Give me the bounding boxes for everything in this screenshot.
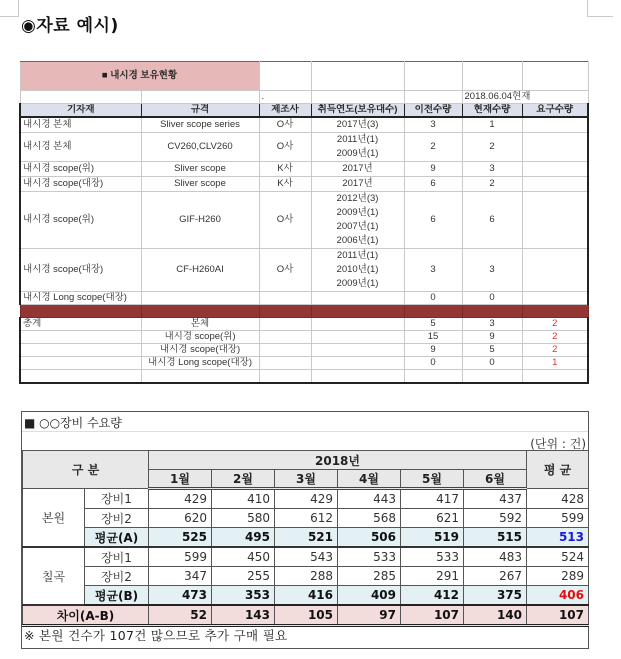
totals-previous: 0	[404, 357, 462, 370]
page-corner-mark-left	[0, 0, 19, 17]
difference-value: 52	[149, 605, 212, 626]
difference-value: 105	[275, 605, 338, 626]
row-average: 524	[527, 547, 589, 567]
acquisition-year: 2009년(1)	[336, 278, 379, 289]
month-value: 533	[338, 547, 401, 567]
col-header: 규격	[141, 104, 259, 118]
previous-qty: 3	[404, 117, 462, 133]
month-value: 417	[401, 489, 464, 509]
previous-qty: 6	[404, 192, 462, 249]
manufacturer: O사	[259, 249, 311, 292]
acquisition-years	[311, 177, 404, 192]
acquisition-years	[311, 249, 404, 292]
month-value: 255	[212, 567, 275, 586]
totals-row	[20, 357, 588, 370]
required-qty	[522, 192, 588, 249]
row-average: 428	[527, 489, 589, 509]
month-value: 621	[401, 509, 464, 528]
totals-previous: 15	[404, 331, 462, 344]
difference-row	[23, 605, 589, 626]
month-value: 620	[149, 509, 212, 528]
inventory-row	[20, 249, 588, 292]
month-header: 5월	[401, 470, 464, 489]
month-value: 543	[275, 547, 338, 567]
group-label: 칠곡	[23, 547, 85, 605]
col-header: 이전수량	[404, 104, 462, 118]
totals-label: 총계	[20, 318, 141, 331]
acquisition-years	[311, 117, 404, 133]
totals-current: 5	[462, 344, 522, 357]
totals-previous: 5	[404, 318, 462, 331]
totals-current: 9	[462, 331, 522, 344]
equipment-name: 내시경 Long scope(대장)	[20, 292, 141, 305]
required-qty	[522, 292, 588, 305]
month-value: 267	[464, 567, 527, 586]
month-value: 533	[401, 547, 464, 567]
totals-label	[20, 331, 141, 344]
totals-category: 내시경 Long scope(대장)	[141, 357, 259, 370]
totals-required: 2	[522, 318, 588, 331]
inventory-row	[20, 292, 588, 305]
totals-current: 0	[462, 357, 522, 370]
acquisition-year: 2011년(1)	[336, 250, 379, 261]
previous-qty: 6	[404, 177, 462, 192]
data-row	[23, 547, 589, 567]
month-value: 519	[401, 528, 464, 548]
required-qty	[522, 177, 588, 192]
month-header: 2월	[212, 470, 275, 489]
inventory-row	[20, 192, 588, 249]
unit-label: (단위 : 건)	[530, 437, 586, 451]
divider	[22, 431, 588, 432]
endoscope-inventory-table	[19, 61, 589, 384]
data-row	[23, 489, 589, 509]
data-row	[23, 567, 589, 586]
totals-current: 3	[462, 318, 522, 331]
previous-qty: 0	[404, 292, 462, 305]
demand-title: ■ ○○장비 수요량	[24, 416, 122, 430]
current-qty: 1	[462, 117, 522, 133]
spec: Sliver scope	[141, 177, 259, 192]
month-value: 495	[212, 528, 275, 548]
current-qty: 6	[462, 192, 522, 249]
month-value: 429	[275, 489, 338, 509]
month-header: 4월	[338, 470, 401, 489]
month-value: 347	[149, 567, 212, 586]
data-row	[23, 509, 589, 528]
current-qty: 0	[462, 292, 522, 305]
acquisition-years	[311, 292, 404, 305]
equipment-demand-table	[22, 450, 589, 627]
totals-label	[20, 344, 141, 357]
spec: CV260,CLV260	[141, 133, 259, 162]
totals-previous: 9	[404, 344, 462, 357]
row-label: 장비2	[85, 509, 149, 528]
average-row	[23, 528, 589, 548]
month-value: 375	[464, 586, 527, 606]
spec: Sliver scope series	[141, 117, 259, 133]
totals-required: 2	[522, 331, 588, 344]
month-value: 410	[212, 489, 275, 509]
totals-row	[20, 331, 588, 344]
required-qty	[522, 117, 588, 133]
col-header: 현재수량	[462, 104, 522, 118]
acquisition-year: 2017년(3)	[336, 119, 379, 130]
required-qty	[522, 249, 588, 292]
col-header: 제조사	[259, 104, 311, 118]
difference-value: 143	[212, 605, 275, 626]
totals-category: 내시경 scope(대장)	[141, 344, 259, 357]
month-value: 612	[275, 509, 338, 528]
month-value: 437	[464, 489, 527, 509]
spec: CF-H260AI	[141, 249, 259, 292]
totals-row	[20, 344, 588, 357]
current-qty: 2	[462, 133, 522, 162]
difference-average: 107	[527, 605, 589, 626]
totals-required: 2	[522, 344, 588, 357]
row-label: 장비2	[85, 567, 149, 586]
equipment-name: 내시경 본체	[20, 117, 141, 133]
equipment-name: 내시경 scope(위)	[20, 162, 141, 177]
equipment-name: 내시경 본체	[20, 133, 141, 162]
month-value: 592	[464, 509, 527, 528]
totals-category: 내시경 scope(위)	[141, 331, 259, 344]
stray-dot: .	[259, 91, 311, 104]
acquisition-year: 2017년	[342, 178, 373, 189]
difference-label: 차이(A-B)	[23, 605, 149, 626]
month-value: 412	[401, 586, 464, 606]
manufacturer: K사	[259, 162, 311, 177]
year-header: 2018년	[149, 451, 527, 470]
month-header: 3월	[275, 470, 338, 489]
acquisition-years	[311, 192, 404, 249]
month-header: 1월	[149, 470, 212, 489]
required-qty	[522, 162, 588, 177]
acquisition-year: 2007년(1)	[336, 221, 379, 232]
month-value: 473	[149, 586, 212, 606]
spec	[141, 292, 259, 305]
inventory-row	[20, 177, 588, 192]
month-value: 416	[275, 586, 338, 606]
previous-qty: 9	[404, 162, 462, 177]
acquisition-years	[311, 162, 404, 177]
acquisition-year: 2017년	[342, 163, 373, 174]
inventory-row	[20, 117, 588, 133]
as-of-date: 2018.06.04현재	[462, 91, 588, 104]
average-row	[23, 586, 589, 606]
current-qty: 3	[462, 162, 522, 177]
equipment-name: 내시경 scope(위)	[20, 192, 141, 249]
row-label: 평균(B)	[85, 586, 149, 606]
equipment-demand-panel	[21, 411, 589, 649]
month-value: 450	[212, 547, 275, 567]
equipment-name: 내시경 scope(대장)	[20, 249, 141, 292]
month-value: 288	[275, 567, 338, 586]
row-average: 599	[527, 509, 589, 528]
average-header: 평 균	[527, 451, 589, 489]
acquisition-year: 2012년(3)	[336, 193, 379, 204]
spec: Sliver scope	[141, 162, 259, 177]
row-average: 513	[527, 528, 589, 548]
difference-value: 107	[401, 605, 464, 626]
difference-value: 140	[464, 605, 527, 626]
inventory-title: ■ 내시경 보유현황	[20, 62, 259, 91]
divider-bar	[20, 305, 588, 318]
category-header: 구 분	[23, 451, 149, 489]
acquisition-year: 2009년(1)	[336, 148, 379, 159]
manufacturer: K사	[259, 177, 311, 192]
month-value: 429	[149, 489, 212, 509]
required-qty	[522, 133, 588, 162]
month-value: 568	[338, 509, 401, 528]
acquisition-year: 2011년(1)	[336, 134, 379, 145]
group-label: 본원	[23, 489, 85, 548]
totals-row	[20, 318, 588, 331]
month-value: 483	[464, 547, 527, 567]
previous-qty: 3	[404, 249, 462, 292]
month-value: 580	[212, 509, 275, 528]
acquisition-year: 2006년(1)	[336, 235, 379, 246]
month-value: 599	[149, 547, 212, 567]
col-header: 취득연도(보유대수)	[311, 104, 404, 118]
footnote: ※ 본원 건수가 107건 많으므로 추가 구매 필요	[24, 628, 288, 643]
month-value: 443	[338, 489, 401, 509]
totals-required: 1	[522, 357, 588, 370]
row-label: 장비1	[85, 489, 149, 509]
previous-qty: 2	[404, 133, 462, 162]
month-value: 525	[149, 528, 212, 548]
equipment-name: 내시경 scope(대장)	[20, 177, 141, 192]
difference-value: 97	[338, 605, 401, 626]
spec: GIF-H260	[141, 192, 259, 249]
current-qty: 2	[462, 177, 522, 192]
totals-label	[20, 357, 141, 370]
acquisition-year: 2010년(1)	[336, 264, 379, 275]
month-value: 506	[338, 528, 401, 548]
col-header: 기자재	[20, 104, 141, 118]
month-value: 515	[464, 528, 527, 548]
month-value: 285	[338, 567, 401, 586]
month-value: 291	[401, 567, 464, 586]
section-heading: ◉자료 예시)	[21, 16, 119, 36]
month-header: 6월	[464, 470, 527, 489]
current-qty: 3	[462, 249, 522, 292]
manufacturer	[259, 292, 311, 305]
month-value: 521	[275, 528, 338, 548]
month-value: 409	[338, 586, 401, 606]
inventory-row	[20, 162, 588, 177]
acquisition-year: 2009년(1)	[336, 207, 379, 218]
row-label: 장비1	[85, 547, 149, 567]
manufacturer: O사	[259, 192, 311, 249]
totals-category: 본체	[141, 318, 259, 331]
page-corner-mark-right	[587, 0, 613, 17]
inventory-row	[20, 133, 588, 162]
manufacturer: O사	[259, 117, 311, 133]
row-label: 평균(A)	[85, 528, 149, 548]
empty-row	[20, 370, 588, 384]
manufacturer: O사	[259, 133, 311, 162]
inventory-header-row	[20, 104, 588, 118]
col-header: 요구수량	[522, 104, 588, 118]
row-average: 289	[527, 567, 589, 586]
acquisition-years	[311, 133, 404, 162]
month-value: 353	[212, 586, 275, 606]
row-average: 406	[527, 586, 589, 606]
